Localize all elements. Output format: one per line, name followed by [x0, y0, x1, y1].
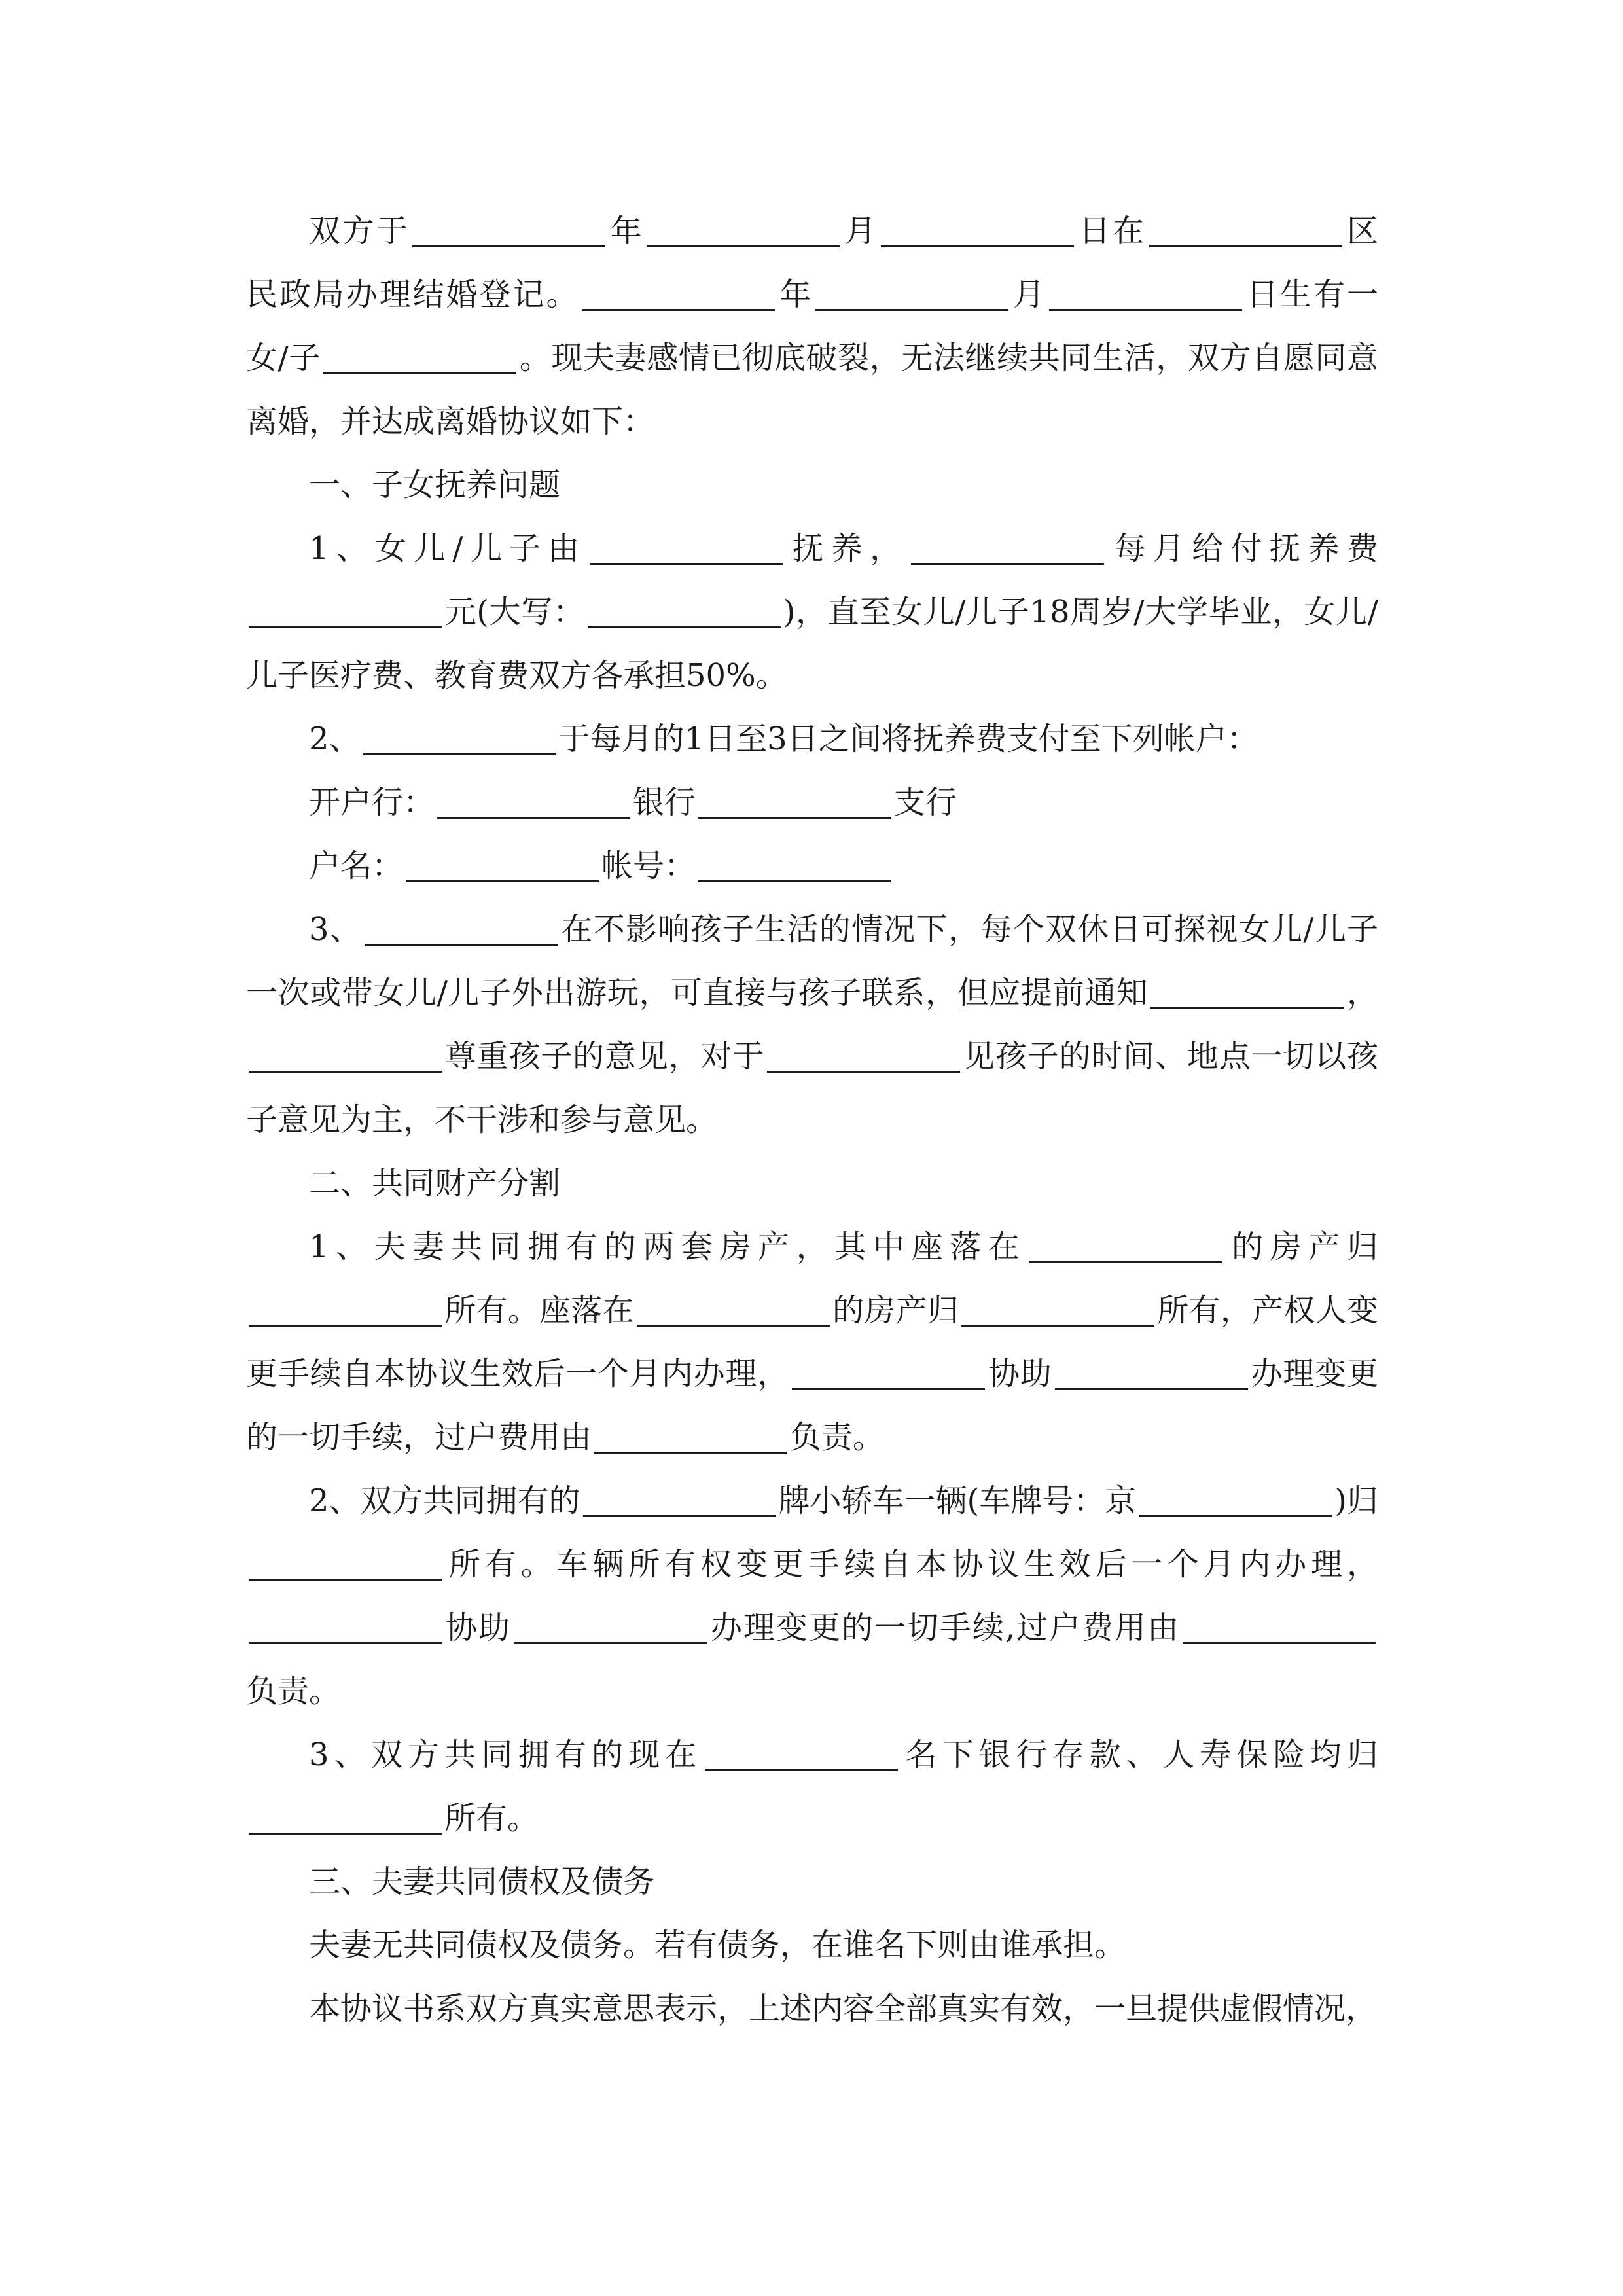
text: 元(大写： [444, 594, 585, 630]
text: 3、 [309, 911, 363, 948]
text: 2、 [309, 721, 361, 757]
text: )归 [1334, 1482, 1379, 1519]
blank-field[interactable] [1149, 214, 1342, 247]
blank-field[interactable] [792, 1357, 985, 1390]
blank-field[interactable] [705, 1738, 898, 1771]
blank-field[interactable] [412, 214, 605, 247]
blank-field[interactable] [249, 1547, 442, 1581]
blank-field[interactable] [1049, 278, 1242, 311]
text: 所有，产权人变更手续自本协议生效后一个月内办理， [246, 1292, 1378, 1392]
text: 月 [842, 213, 879, 249]
text: 抚养， [785, 530, 909, 567]
blank-field[interactable] [365, 912, 558, 946]
blank-field[interactable] [1029, 1230, 1222, 1263]
blank-field[interactable] [1139, 1484, 1332, 1517]
blank-field[interactable] [363, 722, 556, 755]
intro-paragraph [246, 200, 1378, 454]
blank-field[interactable] [594, 1420, 787, 1454]
clause-1-2 [246, 708, 1378, 771]
blank-field[interactable] [1150, 976, 1344, 1009]
blank-field[interactable] [911, 531, 1104, 565]
text: 在不影响孩子生活的情况下，每个双休日可探视女儿/儿子一次或带女儿/儿子外出游玩，可直接与孩子联系，但应提前通知 [246, 911, 1378, 1011]
text: 年 [608, 213, 645, 249]
text: 开户行： [309, 784, 435, 821]
text: 帐号： [601, 848, 696, 884]
blank-field[interactable] [437, 785, 630, 819]
text: 支行 [894, 784, 957, 821]
text: 协助 [444, 1609, 511, 1646]
text: 区民政局办理结婚登记。 [246, 213, 1378, 313]
text: )，直至女儿/儿子18周岁/大学毕业，女儿/儿子医疗费、教育费双方各承担50%。 [246, 594, 1378, 694]
clause-1-3 [246, 898, 1378, 1152]
text: 所有。车辆所有权变更手续自本协议生效后一个月内办理， [444, 1546, 1378, 1583]
text: 办理变更的一切手续,过户费用由 [709, 1609, 1180, 1646]
bank-line [246, 771, 1378, 834]
text: 1、夫妻共同拥有的两套房产，其中座落在 [309, 1229, 1027, 1265]
text: 每月给付抚养费 [1107, 530, 1378, 567]
text: 日在 [1077, 213, 1147, 249]
text: 年 [777, 276, 813, 313]
blank-field[interactable] [961, 1293, 1154, 1327]
text: 月 [1011, 276, 1047, 313]
text: 3、双方共同拥有的现在 [309, 1736, 702, 1773]
section-heading: 三、夫妻共同债权及债务 [309, 1863, 655, 1900]
blank-field[interactable] [514, 1611, 707, 1644]
text: 于每月的1日至3日之间将抚养费支付至下列帐户： [558, 721, 1258, 757]
clause-1-1 [246, 517, 1378, 708]
blank-field[interactable] [698, 785, 891, 819]
text: 的房产归 [832, 1292, 959, 1329]
text: 双方于 [309, 213, 410, 249]
blank-field[interactable] [583, 1484, 776, 1517]
text: 名下银行存款、人寿保险均归 [900, 1736, 1378, 1773]
blank-field[interactable] [698, 849, 891, 882]
account-line [246, 834, 1378, 898]
text: 牌小轿车一辆(车牌号：京 [778, 1482, 1137, 1519]
blank-field[interactable] [590, 531, 783, 565]
text: 银行 [633, 784, 696, 821]
blank-field[interactable] [647, 214, 840, 247]
text: 协助 [988, 1355, 1052, 1392]
blank-field[interactable] [249, 1039, 442, 1073]
blank-field[interactable] [249, 1293, 442, 1327]
section-heading: 一、子女抚养问题 [309, 467, 561, 503]
text: 所有。座落在 [444, 1292, 634, 1329]
blank-field[interactable] [249, 1801, 442, 1835]
blank-field[interactable] [406, 849, 599, 882]
blank-field[interactable] [588, 595, 781, 628]
text: 2、双方共同拥有的 [309, 1482, 580, 1519]
blank-field[interactable] [582, 278, 775, 311]
text: 所有。 [444, 1800, 539, 1837]
text: 户名： [309, 848, 404, 884]
clause-2-3 [246, 1723, 1378, 1850]
text: ， [1346, 975, 1378, 1011]
clause-2-1 [246, 1215, 1378, 1469]
blank-field[interactable] [881, 214, 1074, 247]
debt-paragraph: 夫妻无共同债权及债务。若有债务，在谁名下则由谁承担。 [309, 1927, 1126, 1964]
blank-field[interactable] [637, 1293, 830, 1327]
text: 办理变更的一切手续，过户费用由 [246, 1355, 1378, 1456]
text: 尊重孩子的意见，对于 [444, 1038, 765, 1075]
blank-field[interactable] [249, 595, 442, 628]
text: 的房产归 [1224, 1229, 1378, 1265]
text: 1、女儿/儿子由 [309, 530, 587, 567]
blank-field[interactable] [249, 1611, 442, 1644]
blank-field[interactable] [767, 1039, 960, 1073]
blank-field[interactable] [323, 341, 516, 374]
closing-paragraph: 本协议书系双方真实意思表示，上述内容全部真实有效，一旦提供虚假情况， [309, 1990, 1378, 2027]
blank-field[interactable] [1183, 1611, 1376, 1644]
text: 。现夫妻感情已彻底破裂，无法继续共同生活，双方自愿同意离婚，并达成离婚协议如下： [246, 340, 1378, 440]
clause-2-2 [246, 1469, 1378, 1723]
agreement-body [246, 200, 1378, 2041]
text: 日生有一女/子 [246, 276, 1378, 376]
blank-field[interactable] [815, 278, 1008, 311]
text: 负责。 [246, 1673, 341, 1710]
text: 负责。 [790, 1419, 885, 1456]
text: 见孩子的时间、地点一切以孩子意见为主，不干涉和参与意见。 [246, 1038, 1378, 1138]
blank-field[interactable] [1055, 1357, 1248, 1390]
section-heading: 二、共同财产分割 [309, 1165, 561, 1202]
